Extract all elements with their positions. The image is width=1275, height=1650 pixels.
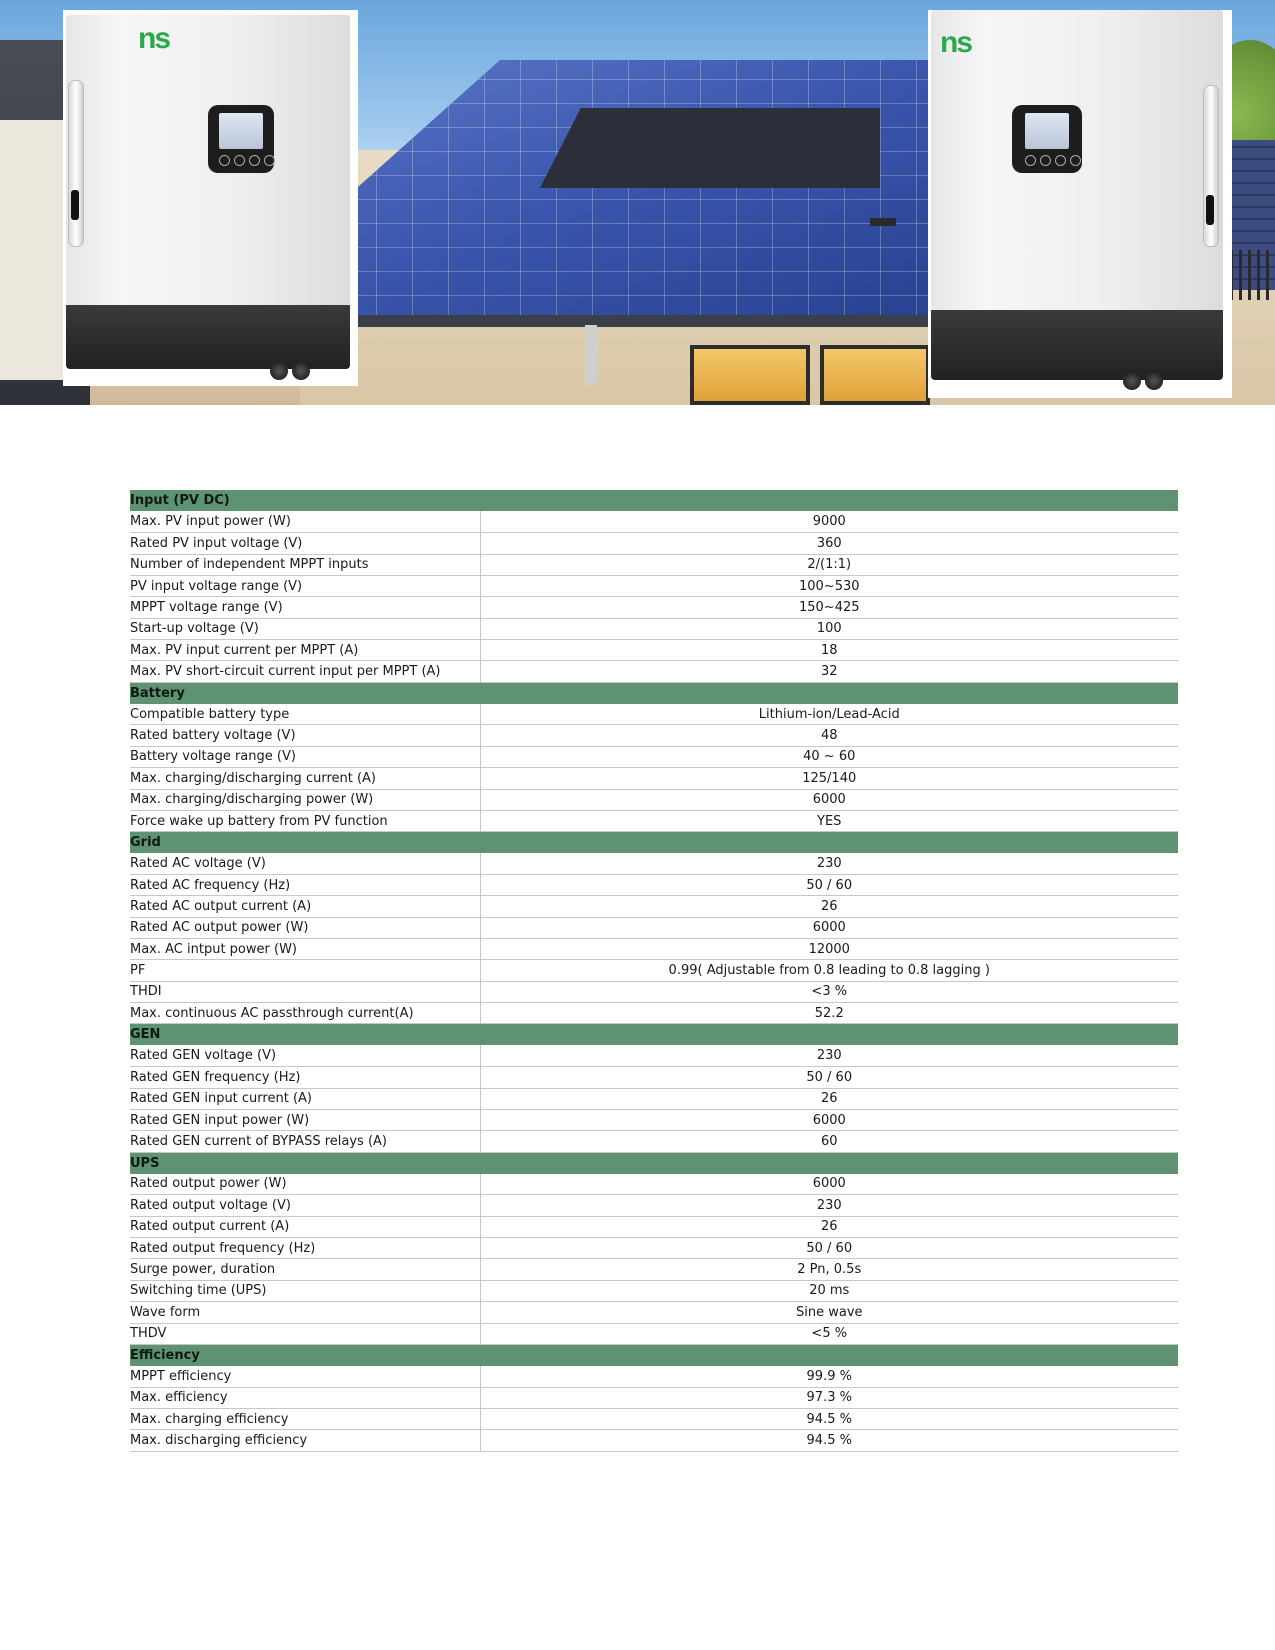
spec-label: Rated output current (A)	[130, 1216, 480, 1237]
spec-label: Rated output power (W)	[130, 1174, 480, 1195]
spec-label: Start-up voltage (V)	[130, 618, 480, 639]
spec-row	[130, 1195, 1178, 1216]
section-header-fill	[480, 1024, 1178, 1045]
spec-row	[130, 704, 1178, 725]
spec-row	[130, 618, 1178, 639]
spec-value: Sine wave	[480, 1302, 1178, 1323]
led-indicator	[71, 190, 79, 220]
spec-value: 2/(1:1)	[480, 554, 1178, 575]
spec-value: <3 %	[480, 981, 1178, 1002]
spec-value: 230	[480, 853, 1178, 874]
spec-label: Rated output voltage (V)	[130, 1195, 480, 1216]
spec-value: 32	[480, 661, 1178, 682]
roof-gutter	[340, 315, 980, 327]
spec-row	[130, 511, 1178, 532]
spec-label: PV input voltage range (V)	[130, 575, 480, 596]
spec-label: PF	[130, 960, 480, 981]
house-window	[690, 345, 810, 405]
spec-label: Switching time (UPS)	[130, 1280, 480, 1301]
spec-label: Rated output frequency (Hz)	[130, 1238, 480, 1259]
spec-label: Max. PV input current per MPPT (A)	[130, 640, 480, 661]
brand-logo: ns	[138, 22, 170, 55]
spec-row	[130, 810, 1178, 831]
spec-row	[130, 1408, 1178, 1429]
spec-value: 100	[480, 618, 1178, 639]
spec-row	[130, 575, 1178, 596]
spec-row	[130, 1302, 1178, 1323]
spec-label: Rated AC voltage (V)	[130, 853, 480, 874]
spec-value: 230	[480, 1195, 1178, 1216]
balcony-railing	[1230, 250, 1275, 300]
spec-row	[130, 533, 1178, 554]
inverter-photo-right	[928, 10, 1232, 398]
spec-value: 20 ms	[480, 1280, 1178, 1301]
spec-label: Compatible battery type	[130, 704, 480, 725]
spec-row	[130, 1238, 1178, 1259]
section-title: Battery	[130, 682, 480, 703]
spec-label: Rated GEN input current (A)	[130, 1088, 480, 1109]
spec-value: 12000	[480, 939, 1178, 960]
lcd-screen	[1025, 113, 1069, 149]
spec-value: 50 / 60	[480, 874, 1178, 895]
control-buttons	[219, 155, 275, 166]
spec-label: THDI	[130, 981, 480, 1002]
spec-value: 94.5 %	[480, 1408, 1178, 1429]
display-panel	[208, 105, 274, 173]
spec-value: 2 Pn, 0.5s	[480, 1259, 1178, 1280]
spec-table-body	[130, 490, 1178, 1451]
spec-row	[130, 1067, 1178, 1088]
spec-label: Force wake up battery from PV function	[130, 810, 480, 831]
spec-label: Rated AC output current (A)	[130, 896, 480, 917]
spec-row	[130, 746, 1178, 767]
section-header-fill	[480, 832, 1178, 853]
spec-value: 360	[480, 533, 1178, 554]
section-header	[130, 682, 1178, 703]
inverter-base	[66, 305, 350, 369]
spec-value: 6000	[480, 1174, 1178, 1195]
hero-banner	[0, 0, 1275, 405]
wall-lamp	[870, 218, 896, 226]
spec-value: 6000	[480, 789, 1178, 810]
section-header	[130, 1152, 1178, 1173]
section-header	[130, 832, 1178, 853]
spec-label: Rated GEN input power (W)	[130, 1109, 480, 1130]
cable-gland	[270, 362, 288, 380]
lcd-screen	[219, 113, 263, 149]
spec-value: 52.2	[480, 1003, 1178, 1024]
spec-row	[130, 1366, 1178, 1387]
spec-label: MPPT voltage range (V)	[130, 597, 480, 618]
spec-row	[130, 725, 1178, 746]
house-window	[820, 345, 930, 405]
spec-value: 0.99( Adjustable from 0.8 leading to 0.8 lagging )	[480, 960, 1178, 981]
spec-value: 9000	[480, 511, 1178, 532]
brand-logo: ns	[940, 26, 972, 59]
spec-label: Max. AC intput power (W)	[130, 939, 480, 960]
section-title: GEN	[130, 1024, 480, 1045]
control-buttons	[1025, 155, 1081, 166]
spec-row	[130, 853, 1178, 874]
spec-label: MPPT efficiency	[130, 1366, 480, 1387]
spec-value: 6000	[480, 917, 1178, 938]
spec-row	[130, 1109, 1178, 1130]
spec-label: Max. charging efficiency	[130, 1408, 480, 1429]
spec-value: 125/140	[480, 768, 1178, 789]
section-title: UPS	[130, 1152, 480, 1173]
spec-value: 99.9 %	[480, 1366, 1178, 1387]
spec-value: 48	[480, 725, 1178, 746]
section-header	[130, 1024, 1178, 1045]
side-handle	[68, 80, 84, 247]
spec-value: 150~425	[480, 597, 1178, 618]
spec-row	[130, 1003, 1178, 1024]
spec-value: <5 %	[480, 1323, 1178, 1344]
spec-row	[130, 1216, 1178, 1237]
spec-value: Lithium-ion/Lead-Acid	[480, 704, 1178, 725]
spec-row	[130, 874, 1178, 895]
spec-value: 26	[480, 896, 1178, 917]
spec-value: 40 ~ 60	[480, 746, 1178, 767]
spec-label: Surge power, duration	[130, 1259, 480, 1280]
spec-row	[130, 960, 1178, 981]
spec-row	[130, 939, 1178, 960]
spec-value: 97.3 %	[480, 1387, 1178, 1408]
spec-row	[130, 789, 1178, 810]
spec-value: 18	[480, 640, 1178, 661]
roof-dormer	[540, 108, 880, 188]
spec-value: 94.5 %	[480, 1430, 1178, 1451]
section-title: Grid	[130, 832, 480, 853]
cable-gland	[1145, 372, 1163, 390]
spec-label: Battery voltage range (V)	[130, 746, 480, 767]
spec-label: Max. continuous AC passthrough current(A)	[130, 1003, 480, 1024]
cable-gland	[292, 362, 310, 380]
section-header-fill	[480, 490, 1178, 511]
downpipe	[585, 325, 597, 385]
spec-label: Max. discharging efficiency	[130, 1430, 480, 1451]
section-header	[130, 490, 1178, 511]
solar-roof	[340, 60, 980, 320]
spec-row	[130, 1323, 1178, 1344]
spec-row	[130, 554, 1178, 575]
spec-label: Wave form	[130, 1302, 480, 1323]
spec-label: Rated GEN frequency (Hz)	[130, 1067, 480, 1088]
spec-value: 50 / 60	[480, 1067, 1178, 1088]
spec-row	[130, 640, 1178, 661]
spec-row	[130, 661, 1178, 682]
spec-row	[130, 768, 1178, 789]
spec-value: 100~530	[480, 575, 1178, 596]
led-indicator	[1206, 195, 1214, 225]
cable-gland	[1123, 372, 1141, 390]
spec-row	[130, 1430, 1178, 1451]
spec-label: Rated AC output power (W)	[130, 917, 480, 938]
spec-row	[130, 1088, 1178, 1109]
spec-row	[130, 896, 1178, 917]
spec-row	[130, 1387, 1178, 1408]
section-header	[130, 1344, 1178, 1365]
spec-label: Rated GEN voltage (V)	[130, 1045, 480, 1066]
spec-row	[130, 1280, 1178, 1301]
spec-row	[130, 981, 1178, 1002]
spec-row	[130, 597, 1178, 618]
section-title: Efficiency	[130, 1344, 480, 1365]
spec-row	[130, 1174, 1178, 1195]
inverter-photo-left	[63, 10, 358, 386]
spec-label: Max. charging/discharging current (A)	[130, 768, 480, 789]
spec-row	[130, 1259, 1178, 1280]
spec-row	[130, 917, 1178, 938]
inverter-base	[931, 310, 1223, 380]
spec-value: 26	[480, 1216, 1178, 1237]
spec-row	[130, 1045, 1178, 1066]
spec-value: 60	[480, 1131, 1178, 1152]
spec-label: Max. PV short-circuit current input per MPPT (A)	[130, 661, 480, 682]
spec-value: 50 / 60	[480, 1238, 1178, 1259]
section-header-fill	[480, 1152, 1178, 1173]
spec-value: 6000	[480, 1109, 1178, 1130]
spec-label: THDV	[130, 1323, 480, 1344]
spec-label: Rated battery voltage (V)	[130, 725, 480, 746]
spec-label: Max. efficiency	[130, 1387, 480, 1408]
spec-value: 230	[480, 1045, 1178, 1066]
section-header-fill	[480, 1344, 1178, 1365]
spec-table	[130, 490, 1178, 1452]
spec-label: Rated GEN current of BYPASS relays (A)	[130, 1131, 480, 1152]
spec-value: 26	[480, 1088, 1178, 1109]
section-title: Input (PV DC)	[130, 490, 480, 511]
spec-label: Max. PV input power (W)	[130, 511, 480, 532]
spec-value: YES	[480, 810, 1178, 831]
display-panel	[1012, 105, 1082, 173]
spec-row	[130, 1131, 1178, 1152]
section-header-fill	[480, 682, 1178, 703]
spec-label: Max. charging/discharging power (W)	[130, 789, 480, 810]
spec-label: Number of independent MPPT inputs	[130, 554, 480, 575]
spec-label: Rated PV input voltage (V)	[130, 533, 480, 554]
spec-label: Rated AC frequency (Hz)	[130, 874, 480, 895]
